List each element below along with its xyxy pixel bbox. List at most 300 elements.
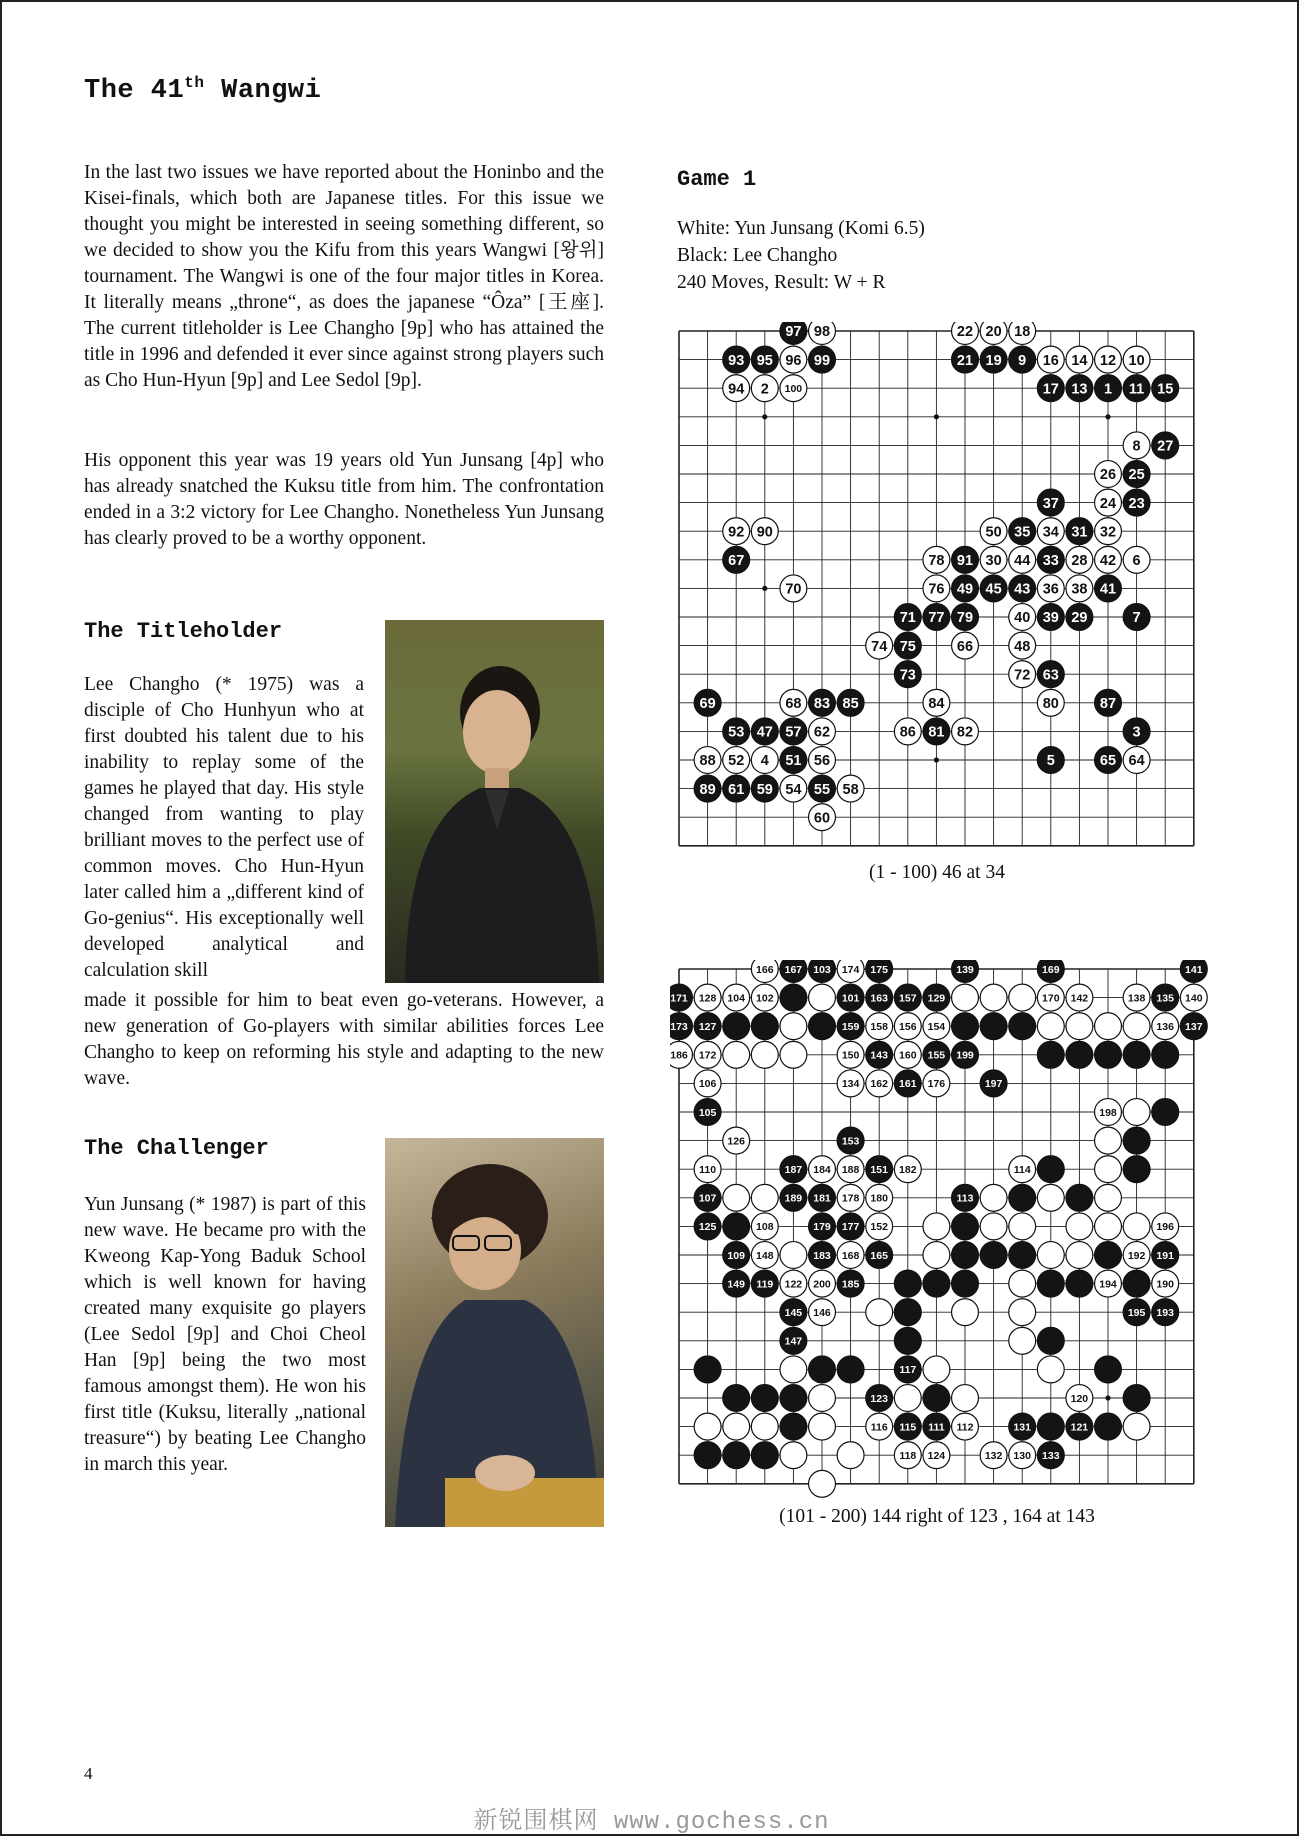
black-stone (1095, 1041, 1122, 1068)
move-number-29: 29 (1071, 610, 1088, 627)
move-number-21: 21 (956, 352, 974, 369)
white-stone-114 (1009, 1156, 1036, 1183)
white-stone-32 (1095, 518, 1122, 545)
black-stone-147 (780, 1327, 807, 1354)
move-number-68: 68 (785, 696, 802, 713)
move-number-11: 11 (1128, 381, 1145, 398)
move-number-31: 31 (1071, 524, 1088, 541)
white-stone-16 (1037, 346, 1064, 373)
move-number-177: 177 (841, 1221, 860, 1234)
white-stone-76 (923, 575, 950, 602)
move-number-113: 113 (956, 1192, 974, 1205)
white-stone-22 (952, 322, 979, 344)
move-number-152: 152 (870, 1221, 888, 1234)
move-number-107: 107 (698, 1192, 717, 1205)
black-stone-145 (780, 1299, 807, 1326)
white-stone-88 (694, 747, 721, 774)
white-stone-94 (723, 375, 750, 402)
move-number-149: 149 (727, 1278, 745, 1291)
black-stone-125 (694, 1213, 721, 1240)
page-title: The 41th Wangwi (84, 74, 322, 106)
black-stone-191 (1152, 1242, 1179, 1269)
move-number-83: 83 (813, 696, 831, 713)
white-stone-58 (837, 775, 864, 802)
move-number-14: 14 (1071, 352, 1088, 369)
black-stone (980, 1013, 1007, 1040)
move-number-27: 27 (1157, 438, 1174, 455)
move-number-12: 12 (1099, 352, 1117, 369)
white-stone-148 (751, 1242, 778, 1269)
white-stone (780, 1013, 807, 1040)
black-stone-129 (923, 984, 950, 1011)
move-number-91: 91 (956, 553, 974, 570)
white-stone (1066, 1242, 1093, 1269)
move-number-155: 155 (927, 1049, 946, 1062)
move-number-168: 168 (841, 1249, 860, 1262)
white-stone-66 (952, 632, 979, 659)
move-number-189: 189 (784, 1192, 803, 1205)
white-stone-2 (751, 375, 778, 402)
black-stone-161 (894, 1070, 921, 1097)
black-stone-141 (1180, 960, 1207, 982)
move-number-176: 176 (927, 1078, 946, 1091)
move-number-72: 72 (1014, 667, 1031, 684)
white-stone-48 (1009, 632, 1036, 659)
white-stone (923, 1213, 950, 1240)
move-number-127: 127 (698, 1020, 717, 1033)
black-stone-175 (866, 960, 893, 982)
black-stone-183 (809, 1242, 836, 1269)
white-stone-18 (1009, 322, 1036, 344)
white-stone-150 (837, 1041, 864, 1068)
white-stone (1095, 1156, 1122, 1183)
black-stone-61 (723, 775, 750, 802)
move-number-137: 137 (1185, 1020, 1203, 1033)
move-number-115: 115 (899, 1421, 917, 1434)
star-point (934, 757, 939, 762)
black-stone-79 (952, 604, 979, 631)
move-number-40: 40 (1014, 610, 1031, 627)
black-stone (1037, 1156, 1064, 1183)
white-stone-170 (1037, 984, 1064, 1011)
black-stone (1009, 1013, 1036, 1040)
move-number-50: 50 (985, 524, 1002, 541)
move-number-105: 105 (698, 1106, 717, 1119)
move-number-175: 175 (870, 963, 888, 976)
white-stone-182 (894, 1156, 921, 1183)
move-number-118: 118 (899, 1449, 917, 1462)
black-stone (1095, 1356, 1122, 1383)
move-number-7: 7 (1132, 610, 1141, 627)
white-stone (780, 1356, 807, 1383)
move-number-182: 182 (899, 1163, 917, 1176)
move-number-73: 73 (899, 667, 916, 684)
black-stone (1066, 1041, 1093, 1068)
move-number-197: 197 (984, 1078, 1003, 1091)
black-stone-45 (980, 575, 1007, 602)
black-stone (1095, 1413, 1122, 1440)
black-stone-197 (980, 1070, 1007, 1097)
move-number-163: 163 (870, 992, 888, 1005)
black-stone-151 (866, 1156, 893, 1183)
white-stone-96 (780, 346, 807, 373)
white-stone-156 (894, 1013, 921, 1040)
black-stone (1152, 1099, 1179, 1126)
move-number-43: 43 (1014, 581, 1031, 598)
diagram-2-caption: (101 - 200) 144 right of 123 , 164 at 143 (779, 1506, 1095, 1527)
black-stone-75 (894, 632, 921, 659)
move-number-147: 147 (784, 1335, 803, 1348)
black-stone-17 (1037, 375, 1064, 402)
move-number-151: 151 (870, 1163, 888, 1176)
white-stone-92 (723, 518, 750, 545)
move-number-28: 28 (1071, 553, 1088, 570)
move-number-133: 133 (1042, 1449, 1060, 1462)
white-stone-124 (923, 1442, 950, 1469)
star-point (1105, 414, 1110, 419)
black-stone-127 (694, 1013, 721, 1040)
move-number-25: 25 (1128, 467, 1145, 484)
black-stone (780, 1385, 807, 1412)
move-number-53: 53 (728, 724, 745, 741)
black-stone-87 (1095, 689, 1122, 716)
move-number-45: 45 (985, 581, 1002, 598)
challenger-heading: The Challenger (84, 1136, 269, 1161)
move-number-20: 20 (985, 324, 1002, 341)
black-stone (780, 984, 807, 1011)
black-stone-115 (894, 1413, 921, 1440)
black-stone-1 (1095, 375, 1122, 402)
move-number-38: 38 (1071, 581, 1088, 598)
white-stone-188 (837, 1156, 864, 1183)
move-number-63: 63 (1042, 667, 1059, 684)
white-stone-102 (751, 984, 778, 1011)
move-number-114: 114 (1013, 1163, 1031, 1176)
white-stone-74 (866, 632, 893, 659)
black-stone-21 (952, 346, 979, 373)
star-point (762, 414, 767, 419)
black-stone-51 (780, 747, 807, 774)
white-stone-62 (809, 718, 836, 745)
black-stone-33 (1037, 546, 1064, 573)
white-stone-90 (751, 518, 778, 545)
move-number-170: 170 (1042, 992, 1060, 1005)
move-number-167: 167 (784, 963, 803, 976)
move-number-30: 30 (985, 553, 1002, 570)
black-stone (1066, 1184, 1093, 1211)
move-number-44: 44 (1014, 553, 1031, 570)
black-player: Black: Lee Changho (677, 245, 838, 266)
black-stone-149 (723, 1270, 750, 1297)
black-stone (837, 1356, 864, 1383)
page-number: 4 (84, 1764, 93, 1783)
move-number-104: 104 (727, 992, 745, 1005)
black-stone-31 (1066, 518, 1093, 545)
move-number-191: 191 (1156, 1249, 1174, 1262)
white-stone (1066, 1213, 1093, 1240)
move-number-128: 128 (698, 992, 717, 1005)
black-stone-3 (1123, 718, 1150, 745)
black-stone-117 (894, 1356, 921, 1383)
black-stone-53 (723, 718, 750, 745)
white-stone-26 (1095, 461, 1122, 488)
move-number-143: 143 (870, 1049, 888, 1062)
white-stone-78 (923, 546, 950, 573)
titleholder-paragraph-2: made it possible for him to beat even go-veterans. However, a new generation of Go-players with similar abilities forces Lee Changho to keep on reforming his style and adapting to the new wave. (84, 990, 604, 1089)
move-number-119: 119 (756, 1278, 774, 1291)
move-number-159: 159 (841, 1020, 860, 1033)
move-number-69: 69 (699, 696, 716, 713)
white-stone-174 (837, 960, 864, 982)
white-player: White: Yun Junsang (Komi 6.5) (677, 218, 925, 239)
white-stone (923, 1242, 950, 1269)
black-stone-29 (1066, 604, 1093, 631)
move-number-87: 87 (1099, 696, 1117, 713)
move-number-200: 200 (813, 1278, 831, 1291)
move-number-93: 93 (728, 352, 745, 369)
white-stone-34 (1037, 518, 1064, 545)
white-stone (1095, 1213, 1122, 1240)
white-stone-6 (1123, 546, 1150, 573)
black-stone (1123, 1156, 1150, 1183)
move-number-169: 169 (1042, 963, 1060, 976)
move-number-66: 66 (956, 638, 974, 655)
white-stone (894, 1385, 921, 1412)
black-stone-73 (894, 661, 921, 688)
white-stone (1123, 1413, 1150, 1440)
white-stone-72 (1009, 661, 1036, 688)
move-number-82: 82 (956, 724, 974, 741)
move-number-139: 139 (956, 963, 974, 976)
black-stone-27 (1152, 432, 1179, 459)
move-number-174: 174 (841, 963, 860, 976)
black-stone-173 (670, 1013, 692, 1040)
move-number-185: 185 (841, 1278, 860, 1291)
white-stone-190 (1152, 1270, 1179, 1297)
challenger-paragraph: Yun Junsang (* 1987) is part of this new wave. He became pro with the Kweong Kap-Yong Baduk School which is well known for having created many exquisite go players (Lee Sedol [9p] and Choi Cheol Han [9p] being the two most famous amongst them). He won his first title (Kuksu, literally „national treasure“) by beating Lee Changho in march this year. (84, 1194, 366, 1475)
move-number-178: 178 (841, 1192, 860, 1205)
move-number-61: 61 (728, 781, 745, 798)
white-stone-80 (1037, 689, 1064, 716)
white-stone (1009, 1327, 1036, 1354)
move-number-121: 121 (1070, 1421, 1089, 1434)
move-number-136: 136 (1156, 1020, 1174, 1033)
move-number-3: 3 (1132, 724, 1141, 741)
move-number-141: 141 (1185, 963, 1203, 976)
white-stone-30 (980, 546, 1007, 573)
white-stone (723, 1413, 750, 1440)
move-number-120: 120 (1070, 1392, 1089, 1405)
move-number-49: 49 (956, 581, 974, 598)
move-number-70: 70 (785, 581, 802, 598)
white-stone (1037, 1356, 1064, 1383)
move-number-65: 65 (1099, 753, 1117, 770)
move-number-10: 10 (1128, 352, 1145, 369)
white-stone (809, 1470, 836, 1497)
white-stone-152 (866, 1213, 893, 1240)
move-number-160: 160 (899, 1049, 917, 1062)
white-stone-186 (670, 1041, 692, 1068)
black-stone (723, 1442, 750, 1469)
black-stone (1037, 1413, 1064, 1440)
black-stone-131 (1009, 1413, 1036, 1440)
black-stone (723, 1013, 750, 1040)
white-stone-36 (1037, 575, 1064, 602)
black-stone-137 (1180, 1013, 1207, 1040)
white-stone-146 (809, 1299, 836, 1326)
move-number-153: 153 (841, 1135, 860, 1148)
move-number-19: 19 (985, 352, 1002, 369)
white-stone (980, 984, 1007, 1011)
white-stone (952, 984, 979, 1011)
site-watermark: 新锐围棋网 www.gochess.cn (473, 1809, 830, 1836)
black-stone-55 (809, 775, 836, 802)
move-number-145: 145 (784, 1306, 803, 1319)
white-stone-12 (1095, 346, 1122, 373)
move-number-180: 180 (870, 1192, 888, 1205)
white-stone (780, 1242, 807, 1269)
star-point (1105, 1395, 1110, 1400)
white-stone (1095, 1184, 1122, 1211)
white-stone-44 (1009, 546, 1036, 573)
white-stone (809, 1413, 836, 1440)
black-stone-11 (1123, 375, 1150, 402)
white-stone-100 (780, 375, 807, 402)
move-number-140: 140 (1185, 992, 1203, 1005)
move-number-22: 22 (956, 324, 974, 341)
black-stone (1037, 1327, 1064, 1354)
black-stone-25 (1123, 461, 1150, 488)
white-stone (694, 1413, 721, 1440)
move-number-74: 74 (871, 638, 888, 655)
white-stone (1009, 1270, 1036, 1297)
move-number-108: 108 (756, 1221, 774, 1234)
move-number-150: 150 (841, 1049, 860, 1062)
black-stone-167 (780, 960, 807, 982)
black-stone-123 (866, 1385, 893, 1412)
black-stone (952, 1242, 979, 1269)
white-stone (1123, 1013, 1150, 1040)
lee-changho-photo (385, 620, 604, 983)
move-number-56: 56 (813, 753, 831, 770)
white-stone-106 (694, 1070, 721, 1097)
white-stone-126 (723, 1127, 750, 1154)
move-number-171: 171 (670, 992, 688, 1005)
white-stone-116 (866, 1413, 893, 1440)
black-stone-23 (1123, 489, 1150, 516)
move-number-26: 26 (1099, 467, 1117, 484)
move-number-131: 131 (1013, 1421, 1031, 1434)
black-stone-69 (694, 689, 721, 716)
intro-paragraph-2: His opponent this year was 19 years old Yun Junsang [4p] who has already snatched the Kuksu title from him. The confrontation ended in a 3:2 victory for Lee Changho. Nonetheless Yun Junsang has clearly proved to be a worthy opponent. (84, 450, 604, 549)
move-number-34: 34 (1042, 524, 1059, 541)
move-number-142: 142 (1070, 992, 1089, 1005)
black-stone (1066, 1270, 1093, 1297)
black-stone-81 (923, 718, 950, 745)
white-stone-4 (751, 747, 778, 774)
black-stone-59 (751, 775, 778, 802)
white-stone-64 (1123, 747, 1150, 774)
move-number-146: 146 (813, 1306, 831, 1319)
white-stone-42 (1095, 546, 1122, 573)
white-stone (1037, 1013, 1064, 1040)
black-stone-85 (837, 689, 864, 716)
move-number-88: 88 (699, 753, 716, 770)
black-stone (923, 1385, 950, 1412)
black-stone (894, 1299, 921, 1326)
move-number-76: 76 (928, 581, 945, 598)
black-stone-119 (751, 1270, 778, 1297)
move-number-161: 161 (899, 1078, 917, 1091)
white-stone-178 (837, 1184, 864, 1211)
black-stone-37 (1037, 489, 1064, 516)
black-stone-105 (694, 1099, 721, 1126)
white-stone (952, 1385, 979, 1412)
move-number-99: 99 (813, 352, 831, 369)
move-number-97: 97 (785, 324, 802, 341)
black-stone (1123, 1270, 1150, 1297)
white-stone-122 (780, 1270, 807, 1297)
white-stone-140 (1180, 984, 1207, 1011)
white-stone-10 (1123, 346, 1150, 373)
white-stone-130 (1009, 1442, 1036, 1469)
move-number-55: 55 (813, 781, 831, 798)
white-stone (751, 1184, 778, 1211)
move-number-17: 17 (1042, 381, 1059, 398)
move-number-109: 109 (727, 1249, 745, 1262)
move-number-172: 172 (698, 1049, 717, 1062)
white-stone-158 (866, 1013, 893, 1040)
move-number-80: 80 (1042, 696, 1059, 713)
move-number-35: 35 (1014, 524, 1031, 541)
move-number-39: 39 (1042, 610, 1059, 627)
black-stone (751, 1442, 778, 1469)
black-stone-63 (1037, 661, 1064, 688)
move-number-165: 165 (870, 1249, 888, 1262)
black-stone-107 (694, 1184, 721, 1211)
white-stone (751, 1041, 778, 1068)
move-number-62: 62 (813, 724, 831, 741)
white-stone-134 (837, 1070, 864, 1097)
yun-junsang-photo (385, 1138, 604, 1527)
black-stone (894, 1270, 921, 1297)
white-stone (1037, 1184, 1064, 1211)
move-number-106: 106 (698, 1078, 717, 1091)
white-stone (1009, 1299, 1036, 1326)
black-stone (1123, 1041, 1150, 1068)
black-stone-133 (1037, 1442, 1064, 1469)
move-number-98: 98 (813, 324, 831, 341)
white-stone-38 (1066, 575, 1093, 602)
white-stone-50 (980, 518, 1007, 545)
black-stone (1009, 1184, 1036, 1211)
move-number-59: 59 (756, 781, 773, 798)
black-stone-171 (670, 984, 692, 1011)
move-number-94: 94 (728, 381, 745, 398)
white-stone-142 (1066, 984, 1093, 1011)
black-stone-35 (1009, 518, 1036, 545)
move-number-187: 187 (784, 1163, 803, 1176)
black-stone-13 (1066, 375, 1093, 402)
black-stone (952, 1213, 979, 1240)
black-stone-57 (780, 718, 807, 745)
white-stone-104 (723, 984, 750, 1011)
black-stone-177 (837, 1213, 864, 1240)
white-stone-128 (694, 984, 721, 1011)
move-number-52: 52 (728, 753, 745, 770)
game-info (677, 215, 925, 296)
white-stone-194 (1095, 1270, 1122, 1297)
